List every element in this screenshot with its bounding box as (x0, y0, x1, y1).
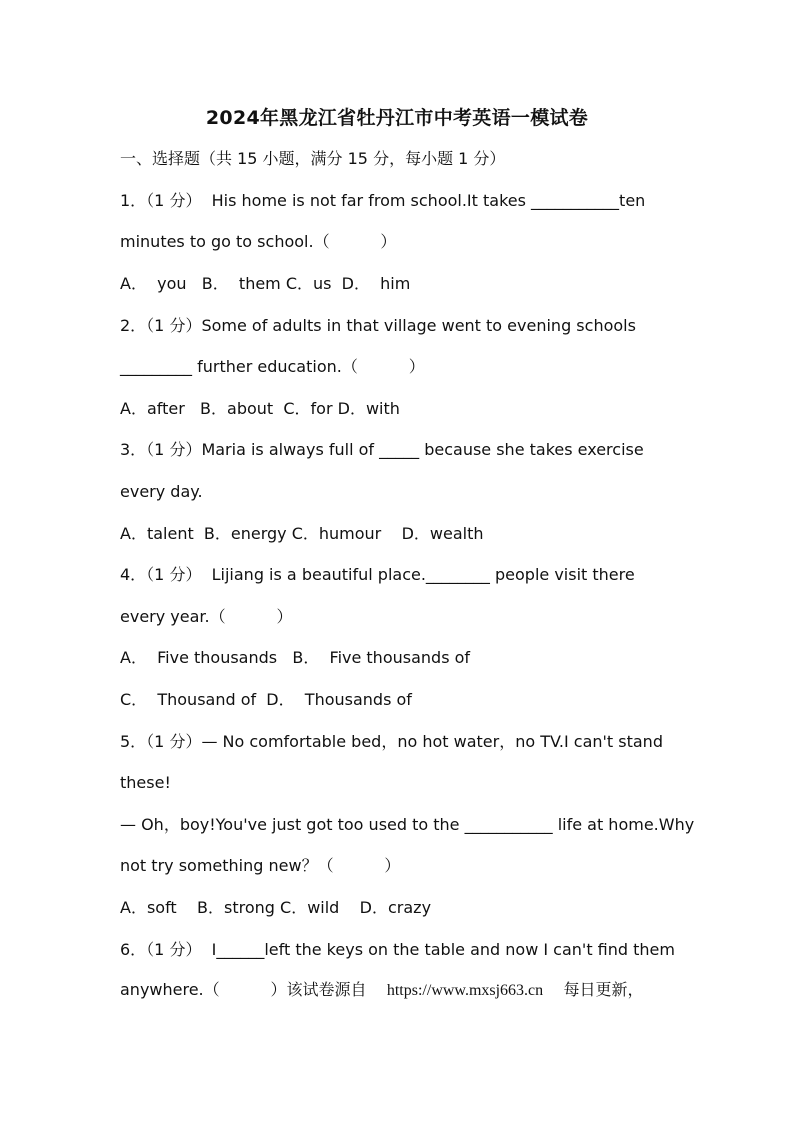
question-4-options-cd: C． Thousand of D． Thousands of (120, 690, 412, 709)
question-4-options-ab: A． Five thousands B． Five thousands of (120, 648, 471, 667)
question-5-dialogue-cont: not try something new？（ ） (120, 856, 401, 875)
question-4-stem-cont: every year.（ ） (120, 607, 293, 626)
question-2-stem-cont: _________ further education.（ ） (120, 357, 425, 376)
question-6-stem-cont (120, 980, 720, 1001)
question-3-stem: 3．（1 分）Maria is always full of _____ because she takes exercise (120, 440, 644, 459)
question-5-dialogue: — Oh，boy!You've just got too used to the ___________ life at home.Why (120, 815, 695, 834)
daily-update-note: 每日更新， (563, 980, 644, 999)
question-2-stem: 2．（1 分）Some of adults in that village went to evening schools (120, 316, 636, 335)
question-5-options: A．soft B．strong C．wild D．crazy (120, 898, 432, 917)
question-1-stem: 1．（1 分） His home is not far from school.It takes ___________ten (120, 191, 646, 210)
question-2-options: A．after B．about C．for D．with (120, 399, 400, 418)
question-6-stem: 6．（1 分） I______left the keys on the table and now I can't find them (120, 940, 675, 959)
section-header: 一、选择题（共 15 小题，满分 15 分，每小题 1 分） (120, 149, 506, 168)
source-url[interactable]: https://www.mxsj663.cn (386, 982, 544, 999)
question-5-stem-cont: these! (120, 773, 171, 792)
exam-title: 2024年黑龙江省牡丹江市中考英语一模试卷 (205, 107, 589, 129)
question-3-stem-cont: every day. (120, 482, 203, 501)
question-6-text: anywhere.（ ）该试卷源自 (120, 980, 367, 999)
question-1-options: A． you B． them C．us D． him (120, 274, 411, 293)
question-4-stem: 4．（1 分） Lijiang is a beautiful place.________ people visit there (120, 565, 635, 584)
question-1-stem-cont: minutes to go to school.（ ） (120, 232, 397, 251)
question-3-options: A．talent B．energy C．humour D．wealth (120, 524, 484, 543)
question-5-stem: 5．（1 分）— No comfortable bed，no hot water，no TV.I can't stand (120, 732, 663, 751)
